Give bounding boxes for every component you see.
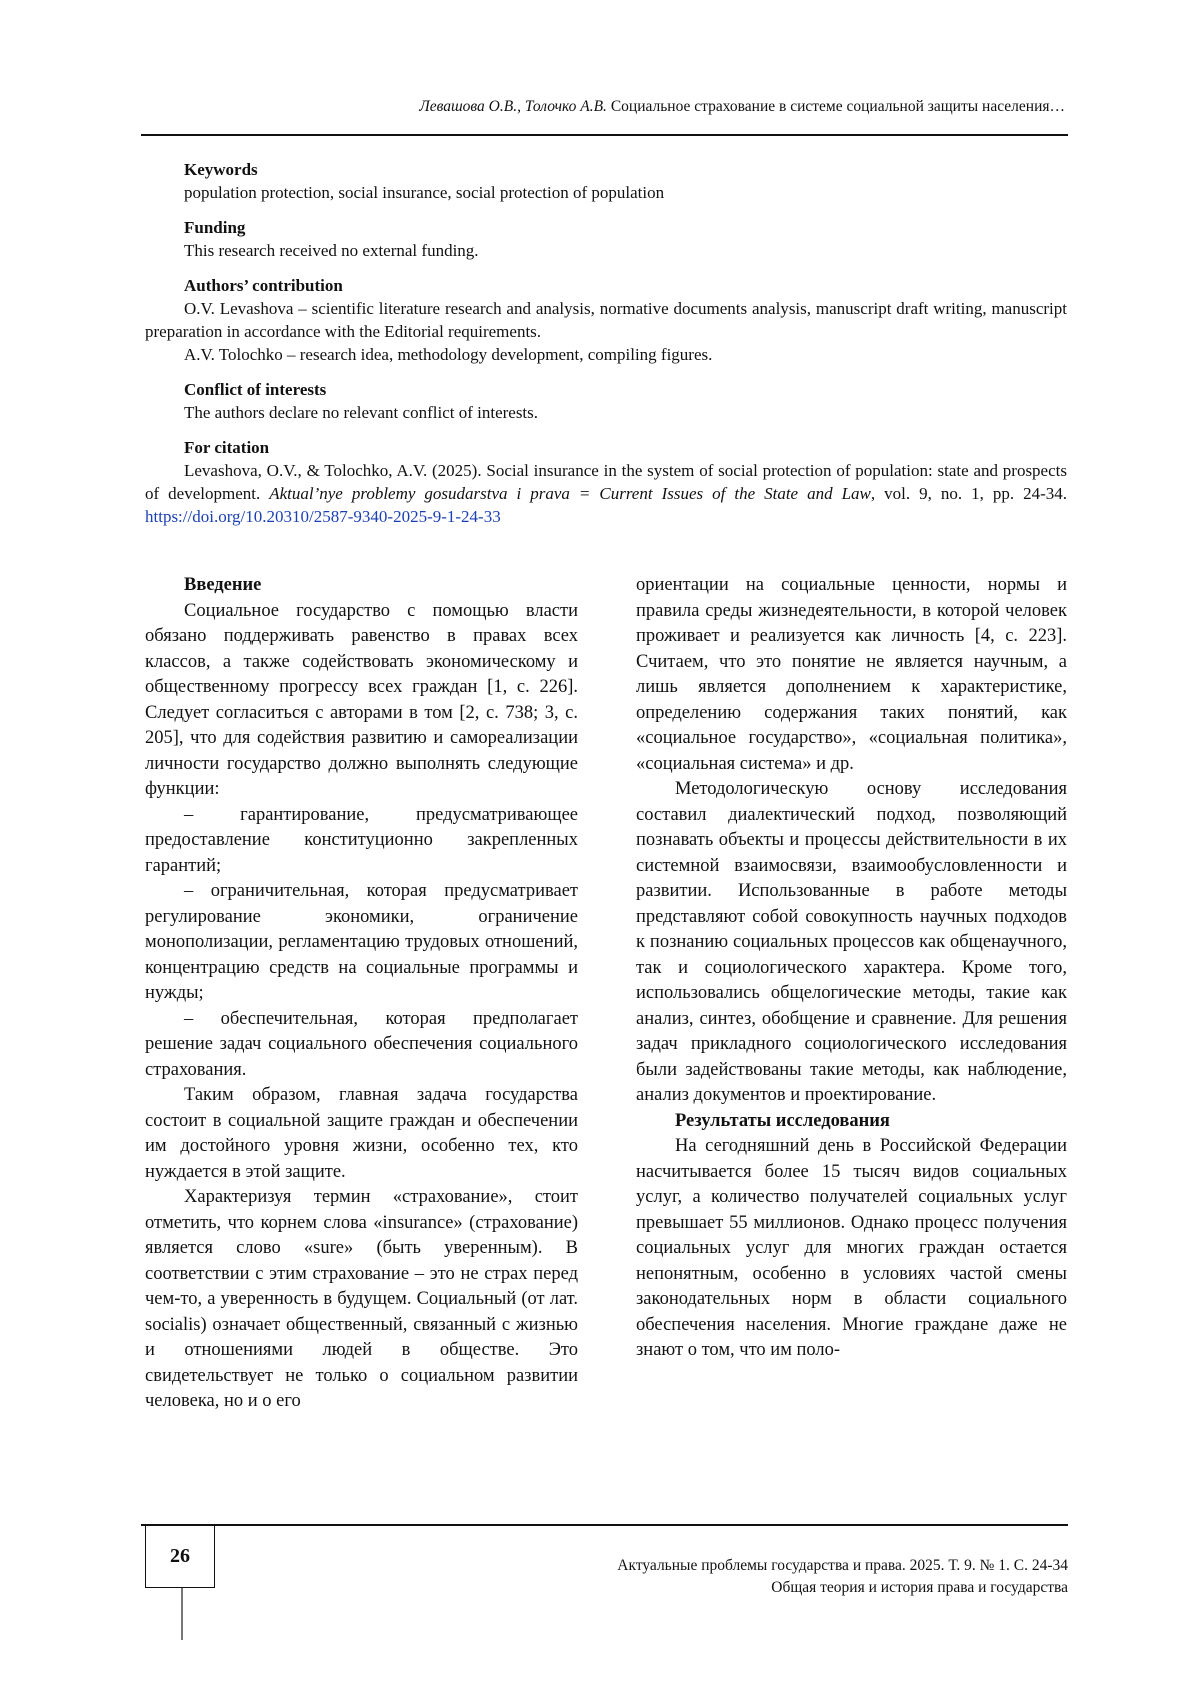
footer-section: Общая теория и история права и государства bbox=[771, 1579, 1068, 1596]
function-item-provision: – обеспечительная, которая предполагает решение задач социального обеспечения социального страхования. bbox=[145, 1008, 578, 1080]
function-item-restrictive: – ограничительная, которая предусматривает регулирование экономики, ограничение монополизации, регламентацию трудовых отношений, концентрацию средств на социальные программы и нужды; bbox=[145, 881, 578, 1003]
left-column bbox=[145, 573, 578, 1415]
funding-heading: Funding bbox=[184, 218, 246, 237]
contribution-tolochko: A.V. Tolochko – research idea, methodology development, compiling figures. bbox=[184, 345, 713, 364]
footer-rule bbox=[141, 1524, 1068, 1526]
intro-paragraph: Социальное государство с помощью власти обязано поддерживать равенство в правах всех классов, а также содействовать экономическому и общественному прогрессу всех граждан [1, с. 226]. Следует согласиться с авторами в том [2, с. 738; 3, с. 205], что для содействия развитию и самореализации личности государство должно выполнять следующие функции: bbox=[145, 600, 578, 799]
funding-text: This research received no external funding. bbox=[184, 241, 479, 260]
citation-heading: For citation bbox=[184, 438, 270, 457]
page-box-tail-line bbox=[181, 1588, 183, 1640]
citation-journal: Aktual’nye problemy gosudarstva i prava = Current Issues of the State and Law bbox=[269, 484, 871, 503]
funding-block bbox=[145, 216, 1067, 262]
footer-journal: Актуальные проблемы государства и права. 2025. Т. 9. № 1. С. 24-34 bbox=[617, 1557, 1068, 1574]
citation-text bbox=[145, 459, 1067, 528]
contribution-heading: Authors’ contribution bbox=[184, 276, 343, 295]
citation-end: , vol. 9, no. 1, pp. 24-34. bbox=[870, 484, 1068, 503]
header-authors: Левашова О.В., Толочко А.В. bbox=[419, 98, 607, 115]
results-heading: Результаты исследования bbox=[675, 1110, 890, 1131]
contribution-levashova: O.V. Levashova – scientific literature research and analysis, normative documents analysis, manuscript draft writing, manuscript preparation in accordance with the Editorial requirements. bbox=[145, 299, 1067, 341]
function-item-guarantee: – гарантирование, предусматривающее предоставление конституционно закрепленных гарантий; bbox=[145, 804, 578, 876]
page-number: 26 bbox=[170, 1544, 190, 1567]
conflict-block bbox=[145, 378, 1067, 424]
article-metadata bbox=[145, 158, 1067, 540]
citation-block bbox=[145, 436, 1067, 528]
citation-start: Levashova, O.V., & Tolochko, A.V. (2025). Social insurance in the system of social protection of population: state and prospects of development. bbox=[145, 461, 1067, 503]
running-header bbox=[143, 98, 1065, 116]
results-paragraph: На сегодняшний день в Российской Федерации насчитывается более 15 тысяч видов социальных услуг, а количество получателей социальных услуг превышает 55 миллионов. Однако процесс получения социальных услуг для многих граждан остается непонятным, особенно в условиях частой смены законодательных норм в области социального обеспечения населения. Многие граждане даже не знают о том, что им поло- bbox=[636, 1136, 1067, 1360]
keywords-text: population protection, social insurance, social protection of population bbox=[184, 183, 665, 202]
keywords-heading: Keywords bbox=[184, 160, 258, 179]
conflict-text: The authors declare no relevant conflict of interests. bbox=[184, 403, 539, 422]
contribution-block bbox=[145, 274, 1067, 366]
citation-doi-link[interactable]: https://doi.org/10.20310/2587-9340-2025-9-1-24-33 bbox=[145, 507, 501, 526]
insurance-term-paragraph: Характеризуя термин «страхование», стоит отметить, что корнем слова «insurance» (страхование) является слово «sure» (быть уверенным). В соответствии с этим страхование – это не страх перед чем-то, а уверенность в будущем. Социальный (от лат. socialis) означает общественный, связанный с жизнью и отношениями людей в обществе. Это свидетельствует не только о социальном развитии человека, но и о его bbox=[145, 1187, 578, 1411]
intro-heading: Введение bbox=[184, 575, 262, 595]
methodology-paragraph: Методологическую основу исследования составил диалектический подход, позволяющий познавать объекты и процессы действительности в их системной взаимосвязи, взаимообусловленности и развитии. Использованные в работе методы представляют собой совокупность научных подходов к познанию социальных процессов как общенаучного, так и социологического характера. Кроме того, использовались общелогические методы, такие как анализ, синтез, обобщение и сравнение. Для решения задач прикладного социологического исследования были задействованы такие методы, как наблюдение, анализ документов и проектирование. bbox=[636, 779, 1067, 1105]
continuation-paragraph: ориентации на социальные ценности, нормы и правила среды жизнедеятельности, в которой человек проживает и реализуется как личность [4, с. 223]. Считаем, что это понятие не является научным, а лишь является дополнением к характеристике, определению содержания таких понятий, как «социальное государство», «социальная политика», «социальная система» и др. bbox=[636, 575, 1067, 774]
main-task-paragraph: Таким образом, главная задача государства состоит в социальной защите граждан и обеспечении им достойного уровня жизни, особенно тех, кто нуждается в этой защите. bbox=[145, 1085, 578, 1182]
right-column bbox=[636, 573, 1067, 1364]
conflict-heading: Conflict of interests bbox=[184, 380, 327, 399]
header-rule bbox=[141, 134, 1068, 136]
page-number-box bbox=[145, 1525, 215, 1588]
keywords-block bbox=[145, 158, 1067, 204]
header-title: Социальное страхование в системе социальной защиты населения… bbox=[610, 98, 1065, 115]
